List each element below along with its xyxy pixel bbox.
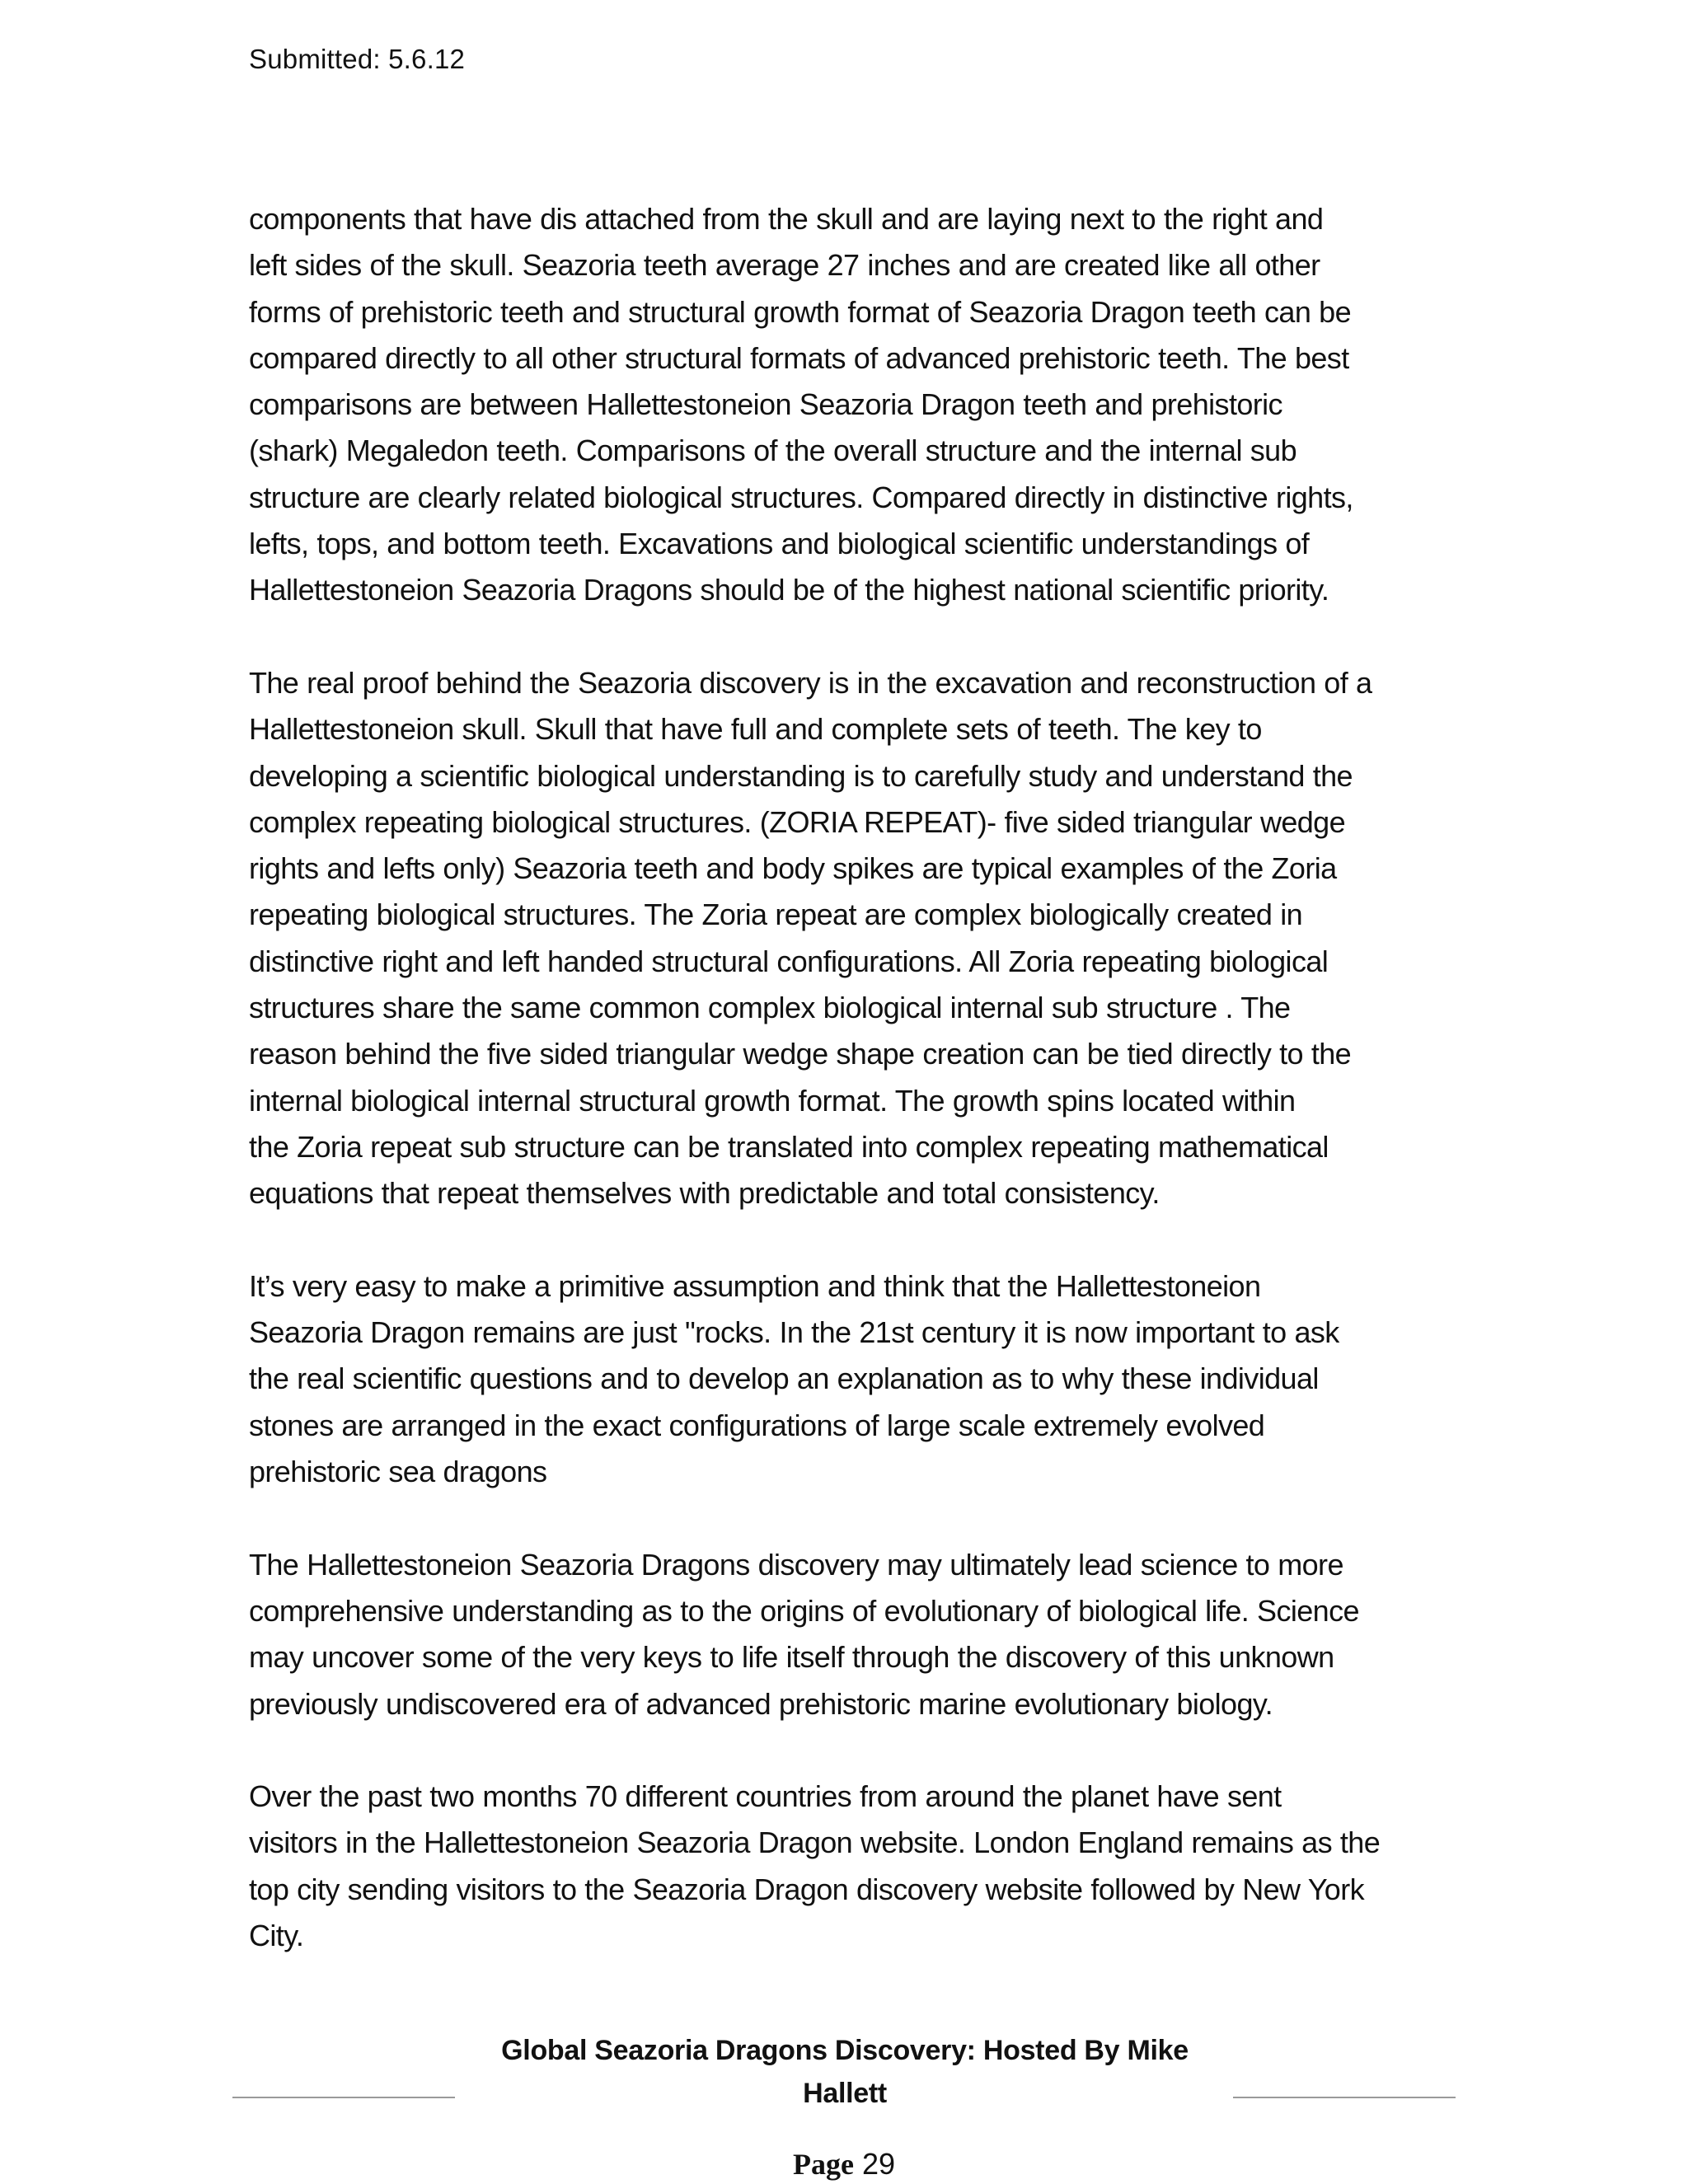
text-line: Over the past two months 70 different countries from around the planet have sent xyxy=(249,1779,1282,1814)
text-line: the Zoria repeat sub structure can be translated into complex repeating mathematical xyxy=(249,1129,1329,1164)
submitted-date: Submitted: 5.6.12 xyxy=(249,44,466,74)
paragraph-zoria-repeat xyxy=(249,660,1446,1217)
paragraph-teeth-comparison xyxy=(249,196,1446,614)
footer-title-line: Global Seazoria Dragons Discovery: Hosted By Mike xyxy=(501,2035,1189,2066)
text-line: compared directly to all other structural formats of advanced prehistoric teeth. The best xyxy=(249,340,1349,375)
text-line: left sides of the skull. Seazoria teeth average 27 inches and are created like all other xyxy=(249,248,1320,283)
text-line: internal biological internal structural growth format. The growth spins located within xyxy=(249,1083,1296,1118)
paragraph-origins-of-life xyxy=(249,1542,1446,1727)
text-line: Hallettestoneion Seazoria Dragons should be of the highest national scientific priority. xyxy=(249,573,1329,607)
paragraph-primitive-assumption xyxy=(249,1263,1446,1495)
footer-divider-right xyxy=(1233,2097,1456,2098)
text-line: It’s very easy to make a primitive assumption and think that the Hallettestoneion xyxy=(249,1268,1261,1303)
text-line: the real scientific questions and to develop an explanation as to why these individual xyxy=(249,1361,1319,1396)
text-line: The Hallettestoneion Seazoria Dragons discovery may ultimately lead science to more xyxy=(249,1547,1343,1582)
text-line: repeating biological structures. The Zoria repeat are complex biologically created in xyxy=(249,898,1303,932)
text-line: forms of prehistoric teeth and structural growth format of Seazoria Dragon teeth can be xyxy=(249,294,1351,329)
footer-title xyxy=(478,2029,1212,2115)
text-line: complex repeating biological structures. (ZORIA REPEAT)- five sided triangular wedge xyxy=(249,804,1346,839)
text-line: stones are arranged in the exact configurations of large scale extremely evolved xyxy=(249,1408,1265,1442)
text-line: distinctive right and left handed structural configurations. All Zoria repeating biological xyxy=(249,944,1329,978)
page-number-label: Page xyxy=(792,2148,854,2181)
paragraph-website-visitors xyxy=(249,1774,1446,1959)
text-line: City. xyxy=(249,1918,304,1952)
page-number xyxy=(0,2146,1688,2182)
text-line: reason behind the five sided triangular wedge shape creation can be tied directly to the xyxy=(249,1037,1352,1071)
text-line: components that have dis attached from the skull and are laying next to the right and xyxy=(249,202,1324,236)
text-line: structure are clearly related biological structures. Compared directly in distinctive rights, xyxy=(249,480,1353,514)
footer-title-line: Hallett xyxy=(803,2078,887,2109)
text-line: Seazoria Dragon remains are just "rocks. In the 21st century it is now important to ask xyxy=(249,1315,1339,1350)
text-line: developing a scientific biological understanding is to carefully study and understand the xyxy=(249,758,1353,793)
text-line: prehistoric sea dragons xyxy=(249,1455,547,1489)
text-line: lefts, tops, and bottom teeth. Excavations and biological scientific understandings of xyxy=(249,527,1310,561)
text-line: may uncover some of the very keys to life itself through the discovery of this unknown xyxy=(249,1640,1334,1675)
text-line: Hallettestoneion skull. Skull that have full and complete sets of teeth. The key to xyxy=(249,712,1262,747)
text-line: rights and lefts only) Seazoria teeth and body spikes are typical examples of the Zoria xyxy=(249,851,1337,886)
body-text xyxy=(249,196,1446,1959)
text-line: comparisons are between Hallettestoneion Seazoria Dragon teeth and prehistoric xyxy=(249,387,1282,422)
text-line: visitors in the Hallettestoneion Seazoria Dragon website. London England remains as the xyxy=(249,1825,1381,1860)
text-line: equations that repeat themselves with predictable and total consistency. xyxy=(249,1176,1160,1211)
text-line: structures share the same common complex biological internal sub structure . The xyxy=(249,991,1291,1025)
text-line: (shark) Megaledon teeth. Comparisons of the overall structure and the internal sub xyxy=(249,434,1297,468)
text-line: previously undiscovered era of advanced prehistoric marine evolutionary biology. xyxy=(249,1686,1273,1721)
footer-divider-left xyxy=(232,2097,455,2098)
text-line: top city sending visitors to the Seazoria Dragon discovery website followed by New York xyxy=(249,1872,1365,1906)
text-line: comprehensive understanding as to the origins of evolutionary of biological life. Science xyxy=(249,1593,1359,1628)
text-line: The real proof behind the Seazoria discovery is in the excavation and reconstruction of a xyxy=(249,665,1372,700)
page-number-value: 29 xyxy=(861,2147,896,2181)
